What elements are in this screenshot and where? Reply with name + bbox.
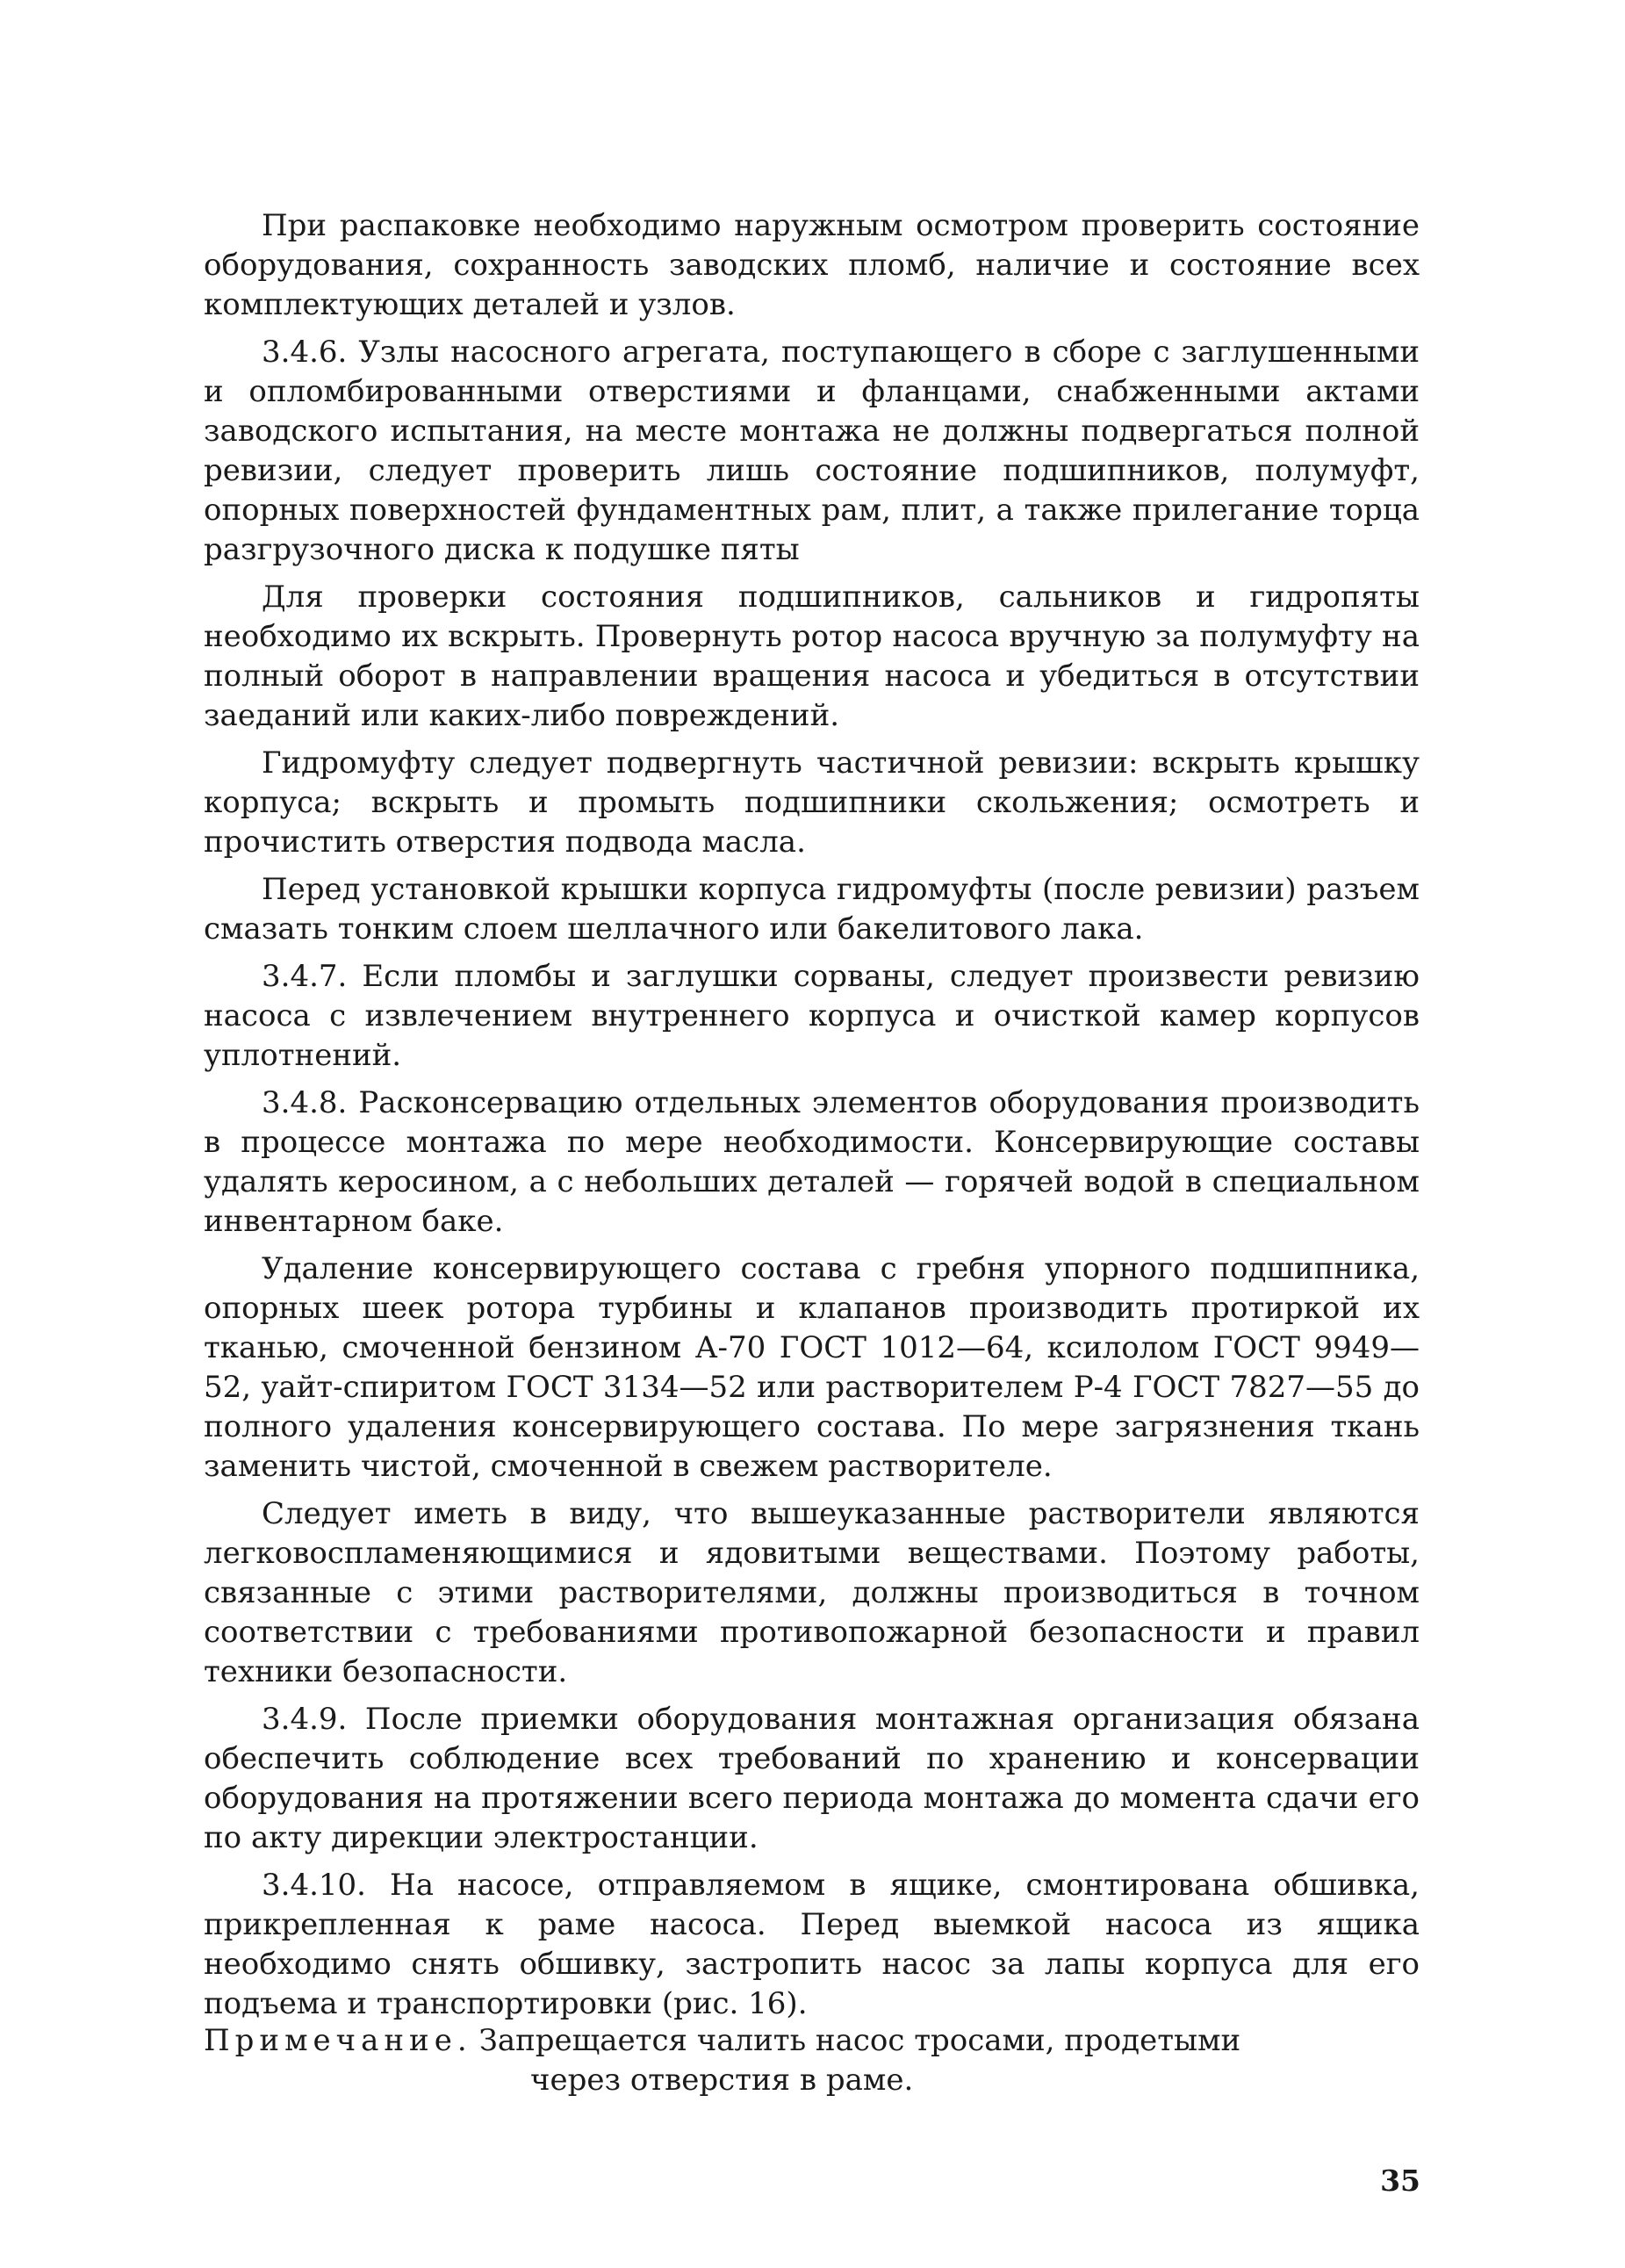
paragraph-3-4-8: 3.4.8. Расконсервацию отдельных элементов оборудования производить в процессе монтажа по мере необходимости. Консервирующие составы удалять керосином, а с небольших деталей — горячей водой в специальном инвентарном баке.	[204, 1085, 1420, 1239]
paragraph-3-4-10: 3.4.10. На насосе, отправляемом в ящике, смонтирована обшивка, прикрепленная к раме насоса. Перед выемкой насоса из ящика необходимо снять обшивку, застропить насос за лапы корпуса для его подъема и транспортировки (рис. 16).	[204, 1868, 1420, 2021]
note-block	[204, 2021, 1420, 2100]
paragraph-hydraulic-coupling-revision: Гидромуфту следует подвергнуть частичной ревизии: вскрыть крышку корпуса; вскрыть и промыть подшипники скольжения; осмотреть и прочистить отверстия подвода масла.	[204, 745, 1420, 860]
paragraph-3-4-7: 3.4.7. Если пломбы и заглушки сорваны, следует произвести ревизию насоса с извлечением внутреннего корпуса и очисткой камер корпусов уплотнений.	[204, 959, 1420, 1073]
note-text-line-2: через отверстия в раме.	[530, 2063, 914, 2098]
paragraph-unpacking-inspection: При распаковке необходимо наружным осмотром проверить состояние оборудования, сохранность заводских пломб, наличие и состояние всех комплектующих деталей и узлов.	[204, 208, 1420, 322]
note-label: Примечание.	[204, 2023, 472, 2058]
note-line-1	[204, 2021, 1420, 2061]
paragraph-3-4-6: 3.4.6. Узлы насосного агрегата, поступающего в сборе с заглушенными и опломбированными отверстиями и фланцами, снабженными актами заводского испытания, на месте монтажа не должны подвергаться полной ревизии, следует проверить лишь состояние подшипников, полумуфт, опорных поверхностей фундаментных рам, плит, а также прилегание торца разгрузочного диска к подушке пяты	[204, 335, 1420, 567]
body-text	[204, 206, 1420, 2032]
page-number: 35	[1380, 2164, 1420, 2198]
note-text-line-1: Запрещается чалить насос тросами, продетыми	[478, 2023, 1241, 2058]
paragraph-3-4-9: 3.4.9. После приемки оборудования монтажная организация обязана обеспечить соблюдение всех требований по хранению и консервации оборудования на протяжении всего периода монтажа до момента сдачи его по акту дирекции электростанции.	[204, 1702, 1420, 1855]
paragraph-solvent-safety: Следует иметь в виду, что вышеуказанные растворители являются легковоспламеняющимися и ядовитыми веществами. Поэтому работы, связанные с этими растворителями, должны производиться в точном соответствии с требованиями противопожарной безопасности и правил техники безопасности.	[204, 1496, 1420, 1689]
paragraph-coupling-cover-sealing: Перед установкой крышки корпуса гидромуфты (после ревизии) разъем смазать тонким слоем шеллачного или бакелитового лака.	[204, 872, 1420, 947]
paragraph-preservative-removal: Удаление консервирующего состава с гребня упорного подшипника, опорных шеек ротора турбины и клапанов производить протиркой их тканью, смоченной бензином А-70 ГОСТ 1012—64, ксилолом ГОСТ 9949—52, уайт-спиритом ГОСТ 3134—52 или растворителем Р-4 ГОСТ 7827—55 до полного удаления консервирующего состава. По мере загрязнения ткань заменить чистой, смоченной в свежем растворителе.	[204, 1251, 1420, 1484]
paragraph-bearing-check: Для проверки состояния подшипников, сальников и гидропяты необходимо их вскрыть. Провернуть ротор насоса вручную за полумуфту на полный оборот в направлении вращения насоса и убедиться в отсутствии заеданий или каких-либо повреждений.	[204, 580, 1420, 733]
